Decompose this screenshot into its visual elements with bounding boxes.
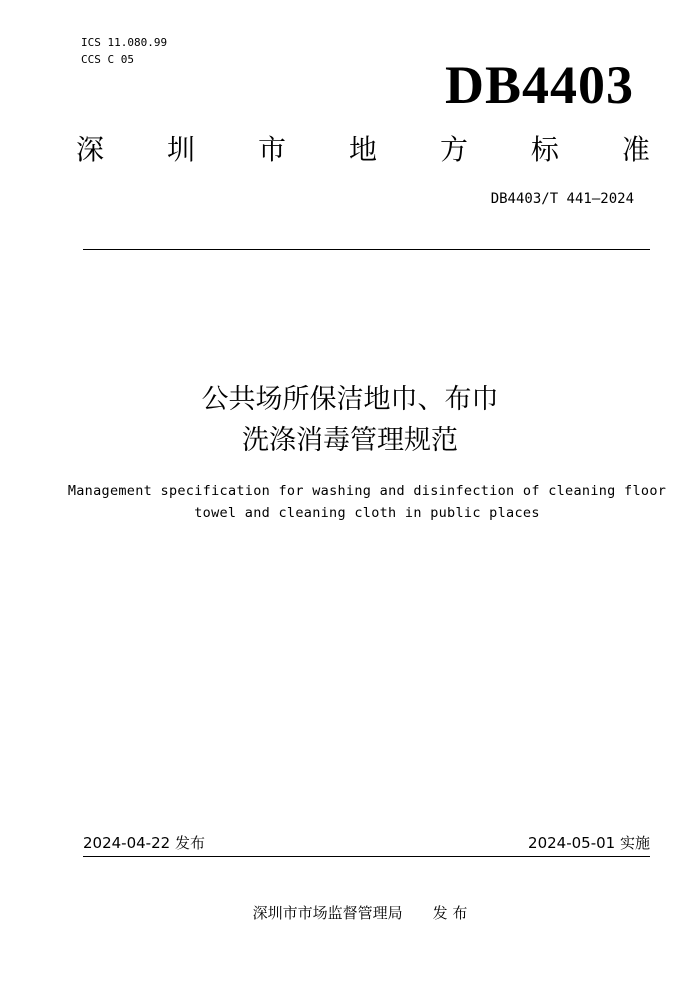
issuer-name: 深圳市市场监督管理局	[252, 904, 403, 922]
title-en-line-2: towel and cleaning cloth in public places	[194, 505, 540, 521]
title-cn-line-2: 洗涤消毒管理规范	[242, 425, 458, 456]
bottom-divider	[83, 856, 650, 857]
implementation-date: 2024-05-01 实施	[528, 834, 650, 852]
standard-code-heading: DB4403	[444, 55, 634, 115]
ics-code: ICS 11.080.99	[81, 36, 168, 49]
issuer-line	[0, 906, 700, 921]
ccs-code: CCS C 05	[81, 53, 134, 66]
standard-type-char: 标	[530, 133, 559, 166]
standard-type-char: 方	[439, 133, 468, 166]
standard-type	[76, 133, 650, 166]
standard-type-char: 圳	[166, 133, 195, 166]
issue-date: 2024-04-22 发布	[83, 834, 205, 852]
issue-word: 发 布	[432, 904, 468, 922]
title-cn-line-1: 公共场所保洁地巾、布巾	[201, 384, 499, 415]
top-divider	[83, 249, 650, 250]
standard-type-char: 市	[257, 133, 286, 166]
standard-type-char: 深	[76, 133, 105, 166]
standard-number: DB4403/T 441—2024	[490, 191, 634, 207]
standard-type-char: 地	[348, 133, 377, 166]
title-en-line-1: Management specification for washing and disinfection of cleaning floor	[67, 483, 667, 499]
standard-type-char: 准	[621, 133, 650, 166]
